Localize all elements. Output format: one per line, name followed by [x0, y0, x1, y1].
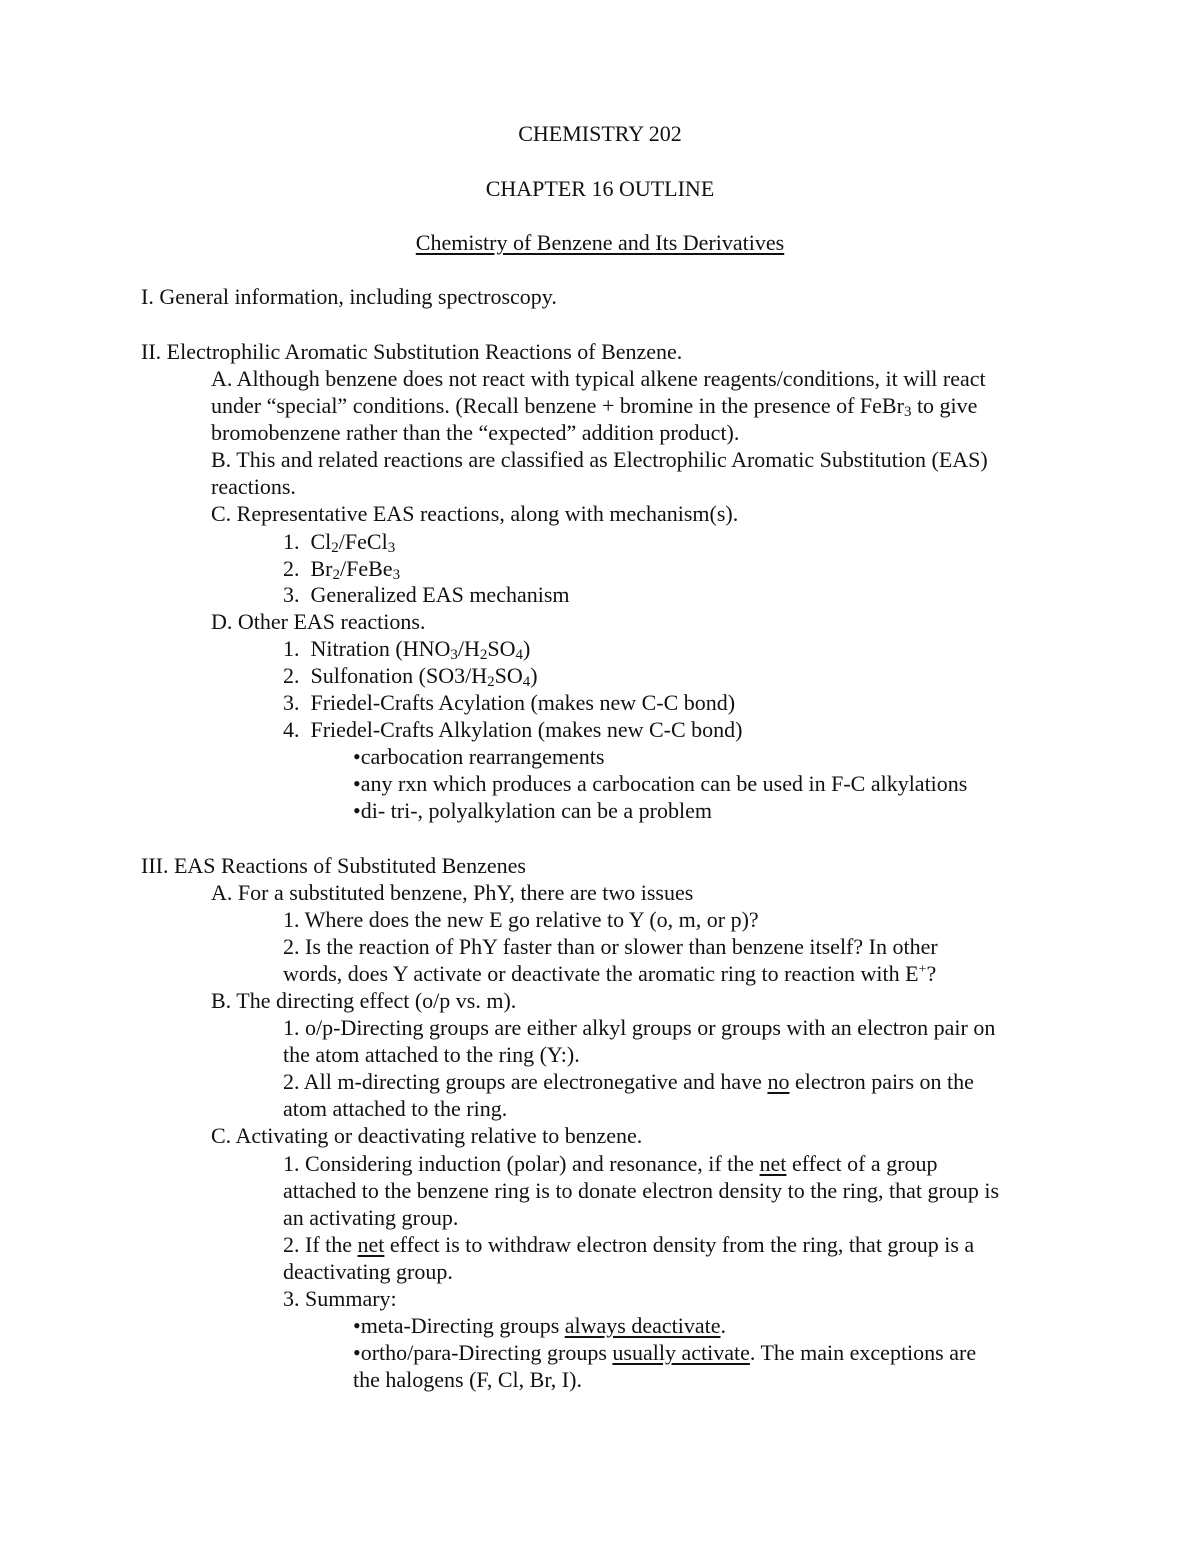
sec2-item-b-line2: reactions.	[211, 474, 296, 499]
sec3-a-item-2-line2: words, does Y activate or deactivate the aromatic ring to reaction with E+?	[283, 961, 937, 986]
summary-bullet-2-line2: the halogens (F, Cl, Br, I).	[353, 1367, 582, 1392]
sec3-c-item-2-line2: deactivating group.	[283, 1259, 453, 1284]
sec2-item-a-line2: under “special” conditions. (Recall benzene + bromine in the presence of FeBr$_3$ to give	[211, 393, 978, 420]
sec3-item-c: C. Activating or deactivating relative to benzene.	[211, 1123, 643, 1148]
sec2-d-item-3: 3. Friedel-Crafts Acylation (makes new C-C bond)	[283, 690, 736, 715]
sec3-item-a: A. For a substituted benzene, PhY, there are two issues	[211, 880, 694, 905]
sec2-item-a-line3: bromobenzene rather than the “expected” addition product).	[211, 420, 740, 445]
sec2-item-b-line1: B. This and related reactions are classified as Electrophilic Aromatic Substitution (EAS)	[211, 447, 988, 472]
sec3-a-item-1: 1. Where does the new E go relative to Y (o, m, or p)?	[283, 907, 759, 932]
chapter-title: CHAPTER 16 OUTLINE	[485, 176, 715, 201]
section-2-heading: II. Electrophilic Aromatic Substitution Reactions of Benzene.	[141, 339, 683, 364]
sec3-a-item-2-line1: 2. Is the reaction of PhY faster than or slower than benzene itself? In other	[283, 934, 938, 959]
sec3-c-item-1-line3: an activating group.	[283, 1205, 459, 1230]
sec3-b-item-1-line1: 1. o/p-Directing groups are either alkyl groups or groups with an electron pair on	[283, 1015, 996, 1040]
sec3-b-item-2-line2: atom attached to the ring.	[283, 1096, 508, 1121]
bullet-item: •carbocation rearrangements	[353, 744, 605, 769]
sec2-item-a-line1: A. Although benzene does not react with typical alkene reagents/conditions, it will react	[211, 366, 986, 391]
subtitle-text: Chemistry of Benzene and Its Derivatives	[415, 230, 785, 255]
course-title: CHEMISTRY 202	[518, 121, 682, 146]
sec3-c-item-1-line1: 1. Considering induction (polar) and resonance, if the net effect of a group	[283, 1151, 938, 1176]
sec3-c-item-2-line1: 2. If the net effect is to withdraw electron density from the ring, that group is a	[283, 1232, 975, 1257]
bullet-item: •any rxn which produces a carbocation can be used in F-C alkylations	[353, 771, 968, 796]
sec2-item-d: D. Other EAS reactions.	[211, 609, 426, 634]
document-subtitle	[0, 229, 1200, 256]
section-3-heading: III. EAS Reactions of Substituted Benzenes	[141, 853, 526, 878]
sec3-b-item-1-line2: the atom attached to the ring (Y:).	[283, 1042, 580, 1067]
sec2-d-item-4: 4. Friedel-Crafts Alkylation (makes new C-C bond)	[283, 717, 743, 742]
summary-bullet-1: •meta-Directing groups always deactivate.	[353, 1313, 727, 1338]
sec3-c-item-3: 3. Summary:	[283, 1286, 397, 1311]
summary-bullet-2-line1: •ortho/para-Directing groups usually activate. The main exceptions are	[353, 1340, 977, 1365]
bullet-item: •di- tri-, polyalkylation can be a problem	[353, 798, 712, 823]
sec3-item-b: B. The directing effect (o/p vs. m).	[211, 988, 517, 1013]
section-1-heading: I. General information, including spectroscopy.	[141, 284, 557, 309]
sec2-c-item-1: 1. $Cl_2/FeCl_3$	[283, 529, 396, 556]
sec2-c-item-3: 3. Generalized EAS mechanism	[283, 582, 570, 607]
sec2-c-item-2: 2. $Br_2/FeBe_3$	[283, 556, 401, 583]
sec2-d-item-2: 2. Sulfonation $(SO3/H_2SO_4)$	[283, 663, 538, 690]
sec2-d-item-1: 1. Nitration $(HNO_3/H_2SO_4)$	[283, 636, 531, 663]
sec3-b-item-2-line1: 2. All m-directing groups are electronegative and have no electron pairs on the	[283, 1069, 974, 1094]
sec2-item-c: C. Representative EAS reactions, along with mechanism(s).	[211, 501, 739, 526]
sec3-c-item-1-line2: attached to the benzene ring is to donate electron density to the ring, that group is	[283, 1178, 1000, 1203]
